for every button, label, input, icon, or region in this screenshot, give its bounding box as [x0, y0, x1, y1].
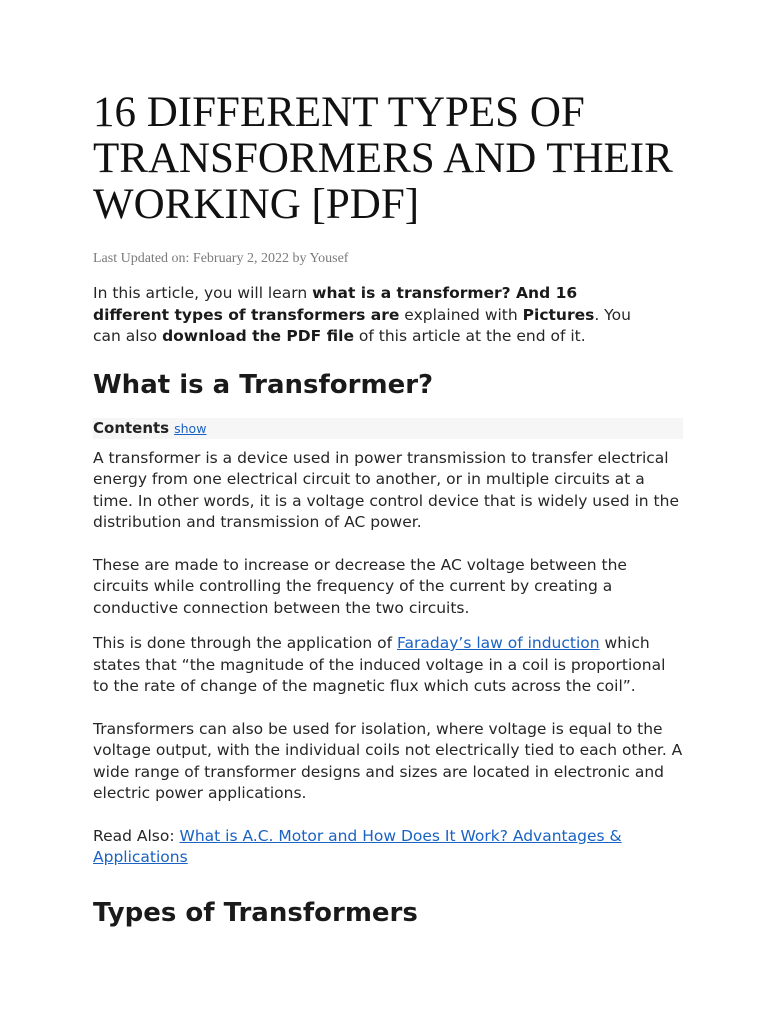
toc-label: Contents [93, 419, 170, 437]
read-also-label: Read Also: [93, 826, 180, 845]
paragraph-faraday [93, 633, 683, 698]
intro-text-4: of this article at the end of it. [353, 327, 586, 345]
intro-text-1: In this article, you will learn [93, 284, 313, 302]
last-updated-meta: Last Updated on: February 2, 2022 by Yousef [93, 251, 349, 266]
toc-show-toggle[interactable]: show [174, 420, 207, 436]
paragraph-isolation: Transformers can also be used for isolation, where voltage is equal to the voltage output, with the individual coils not electrically tied to each other. A wide range of transformer designs and sizes are located in electronic and electric power applications. [93, 719, 683, 802]
intro-text-2: explained with [399, 305, 523, 324]
paragraph-definition: A transformer is a device used in power transmission to transfer electrical energy from one electrical circuit to another, or in multiple circuits at a time. In other words, it is a voltage control device that is widely used in the distribution and transmission of AC power. [93, 448, 679, 531]
read-also [93, 826, 683, 869]
article [93, 90, 683, 929]
intro-bold-1: what is a transformer? And 16 different types of transformers are [93, 284, 578, 324]
paragraph-voltage: These are made to increase or decrease the AC voltage between the circuits while controlling the frequency of the current by creating a conductive connection between the two circuits. [93, 555, 627, 617]
intro-bold-2: Pictures [522, 305, 595, 324]
section-heading-what-is-transformer: What is a Transformer? [93, 369, 434, 400]
intro-text-3: . You can also [93, 305, 631, 345]
intro-paragraph [93, 283, 653, 348]
read-also-link[interactable]: What is A.C. Motor and How Does It Work? Advantages & Applications [93, 826, 622, 866]
article-title: 16 DIFFERENT TYPES OF TRANSFORMERS AND THEIR WORKING [PDF] [93, 89, 673, 228]
section-heading-types: Types of Transformers [93, 897, 418, 928]
faraday-text-before: This is done through the application of [93, 634, 398, 652]
faraday-law-link[interactable]: Faraday’s law of induction [397, 634, 600, 652]
faraday-text-after: which states that “the magnitude of the induced voltage in a coil is proportional to the rate of change of the magnetic flux which cuts across the coil”. [93, 634, 666, 695]
intro-bold-3: download the PDF file [162, 327, 354, 345]
table-of-contents [93, 418, 683, 439]
